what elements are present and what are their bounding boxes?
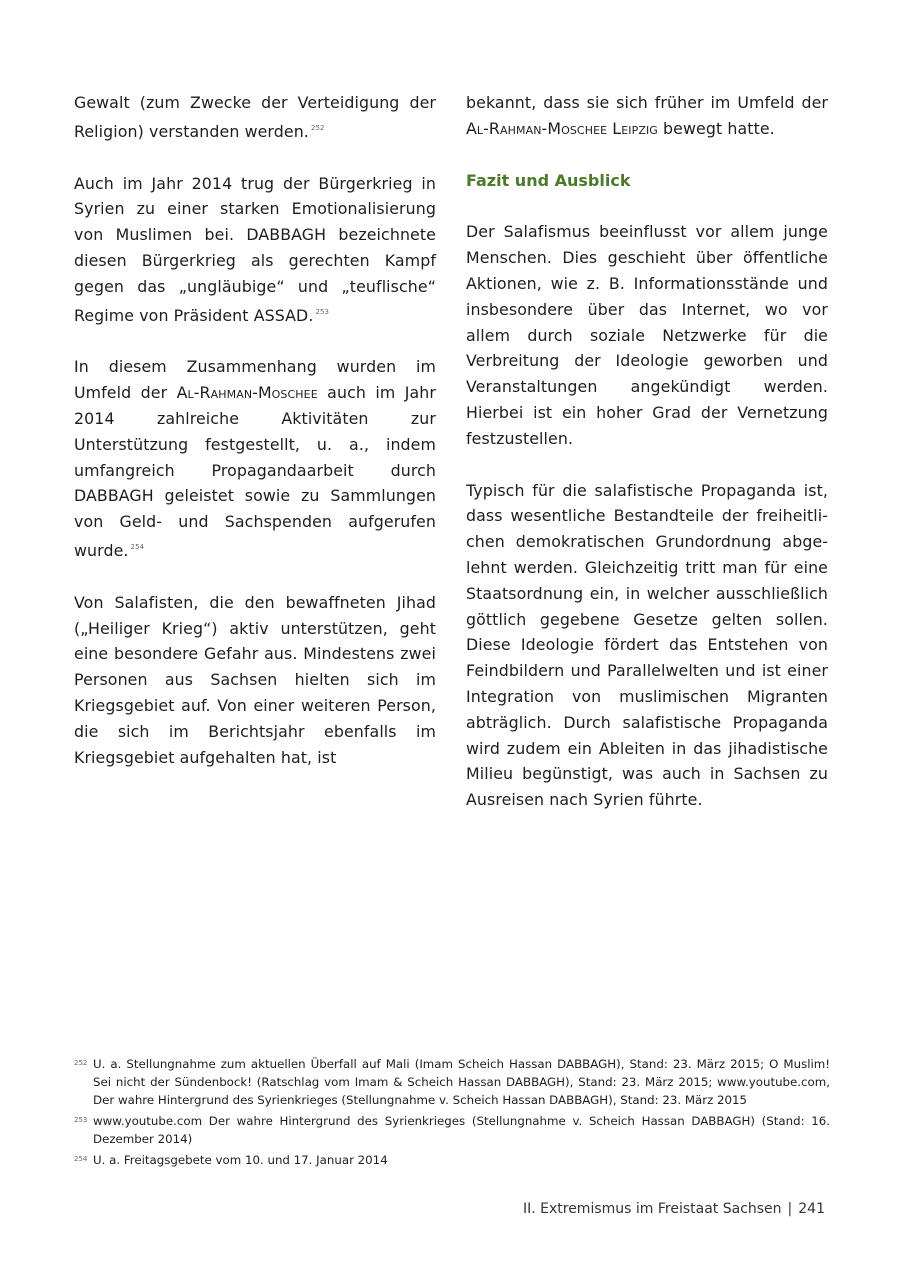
footer-separator: | [787, 1201, 793, 1217]
footnote [74, 1112, 830, 1148]
mosque-name: Al-Rahman-Moschee [176, 383, 318, 403]
paragraph: Der Salafismus beeinflusst vor allem junge Menschen. Dies geschieht über öffentliche Aktionen, wie z. B. Informationsstände und insbesondere über das Internet, wo vor allem durch soziale Netzwerke für die Verbreitung der Ideologie geworben und Veranstaltungen angekündigt werden. Hierbei ist ein hoher Grad der Vernetzung festzustellen. [466, 222, 828, 448]
footnote-number: 253 [74, 1116, 88, 1124]
paragraph: Gewalt (zum Zwecke der Verteidigung der Religion) verstanden werden. $^{252}$ [74, 93, 436, 141]
page-footer [523, 1199, 825, 1219]
paragraph: Auch im Jahr 2014 trug der Bürgerkrieg in Syrien zu einer starken Emotionalisierung von Muslimen bei. DABBAGH bezeichnete diesen Bürgerkrieg als gerechten Kampf gegen das „ungläubige“ und „teuflische“ Regime von Präsident ASSAD. $^{253}$ [74, 173, 436, 325]
footnote-text: U. a. Stellungnahme zum aktuellen Überfall auf Mali (Imam Scheich Hassan DABBAGH), Stand: 23. März 2015; O Muslim! Sei nicht der Sündenbock! (Ratschlag vom Imam & Scheich Hassan DABBAGH), Stand: 23. März 2015; www.youtube.com, Der wahre Hintergrund des Syrienkrieges (Stellungnahme v. Scheich Hassan DABBAGH), Stand: 23. März 2015 [93, 1057, 830, 1107]
footnote-number: 254 [74, 1155, 88, 1163]
page-number: 241 [798, 1201, 825, 1217]
footnote [74, 1151, 830, 1169]
footer-section: II. Extremismus im Freistaat Sachsen [522, 1201, 782, 1217]
paragraph: In diesem Zusammenhang wurden im Umfeld der Al-Rahman-Moschee auch im Jahr 2014 zahlreiche Aktivitäten zur Unterstützung festgestellt, u. a., indem umfangreich Propagandaarbeit durch DABBAGH geleistet sowie zu Sammlungen von Geld- und Sachspenden aufgerufen wurde. $^{254}$ [74, 357, 436, 560]
footnotes [74, 1055, 830, 1172]
left-column [74, 90, 436, 796]
paragraph: Von Salafisten, die den bewaffneten Jihad („Heiliger Krieg“) aktiv unterstützen, geht eine besondere Gefahr aus. Mindestens zwei Personen aus Sachsen hielten sich im Kriegsgebiet auf. Von einer weiteren Person, die sich im Berichtsjahr ebenfalls im Kriegsgebiet aufgehalten hat, ist [74, 592, 436, 767]
footnote-ref: 254 [130, 542, 145, 551]
mosque-name: Al-Rahman-Moschee Leipzig [466, 118, 658, 138]
footnote-text: www.youtube.com Der wahre Hintergrund des Syrienkrieges (Stellungnahme v. Scheich Hassan DABBAGH) (Stand: 16. Dezember 2014) [93, 1114, 830, 1146]
paragraph: Typisch für die salafistische Propaganda ist, dass wesentliche Bestandteile der freiheitlichen demokratischen Grundordnung abgelehnt werden. Gleichzeitig tritt man für eine Staatsordnung ein, in welcher ausschließlich göttlich gegebene Gesetze gelten sollen. Diese Ideologie fördert das Entstehen von Feindbildern und Parallelwelten und ist einer Integration von muslimischen Migranten abträglich. Durch salafistische Propaganda wird zudem ein Ableiten in das jihadistische Milieu begünstigt, was auch in Sachsen zu Ausreisen nach Syrien führte. [466, 480, 828, 810]
footnote-text: U. a. Freitagsgebete vom 10. und 17. Januar 2014 [93, 1153, 388, 1167]
right-column [466, 90, 828, 839]
section-heading: Fazit und Ausblick [466, 170, 631, 190]
footnote-ref: 253 [315, 307, 330, 316]
paragraph: bekannt, dass sie sich früher im Umfeld der Al-Rahman-Moschee Leipzig bewegt hatte. [466, 93, 828, 138]
footnote-ref: 252 [310, 123, 325, 132]
footnote-number: 252 [74, 1059, 88, 1067]
footnote [74, 1055, 830, 1109]
